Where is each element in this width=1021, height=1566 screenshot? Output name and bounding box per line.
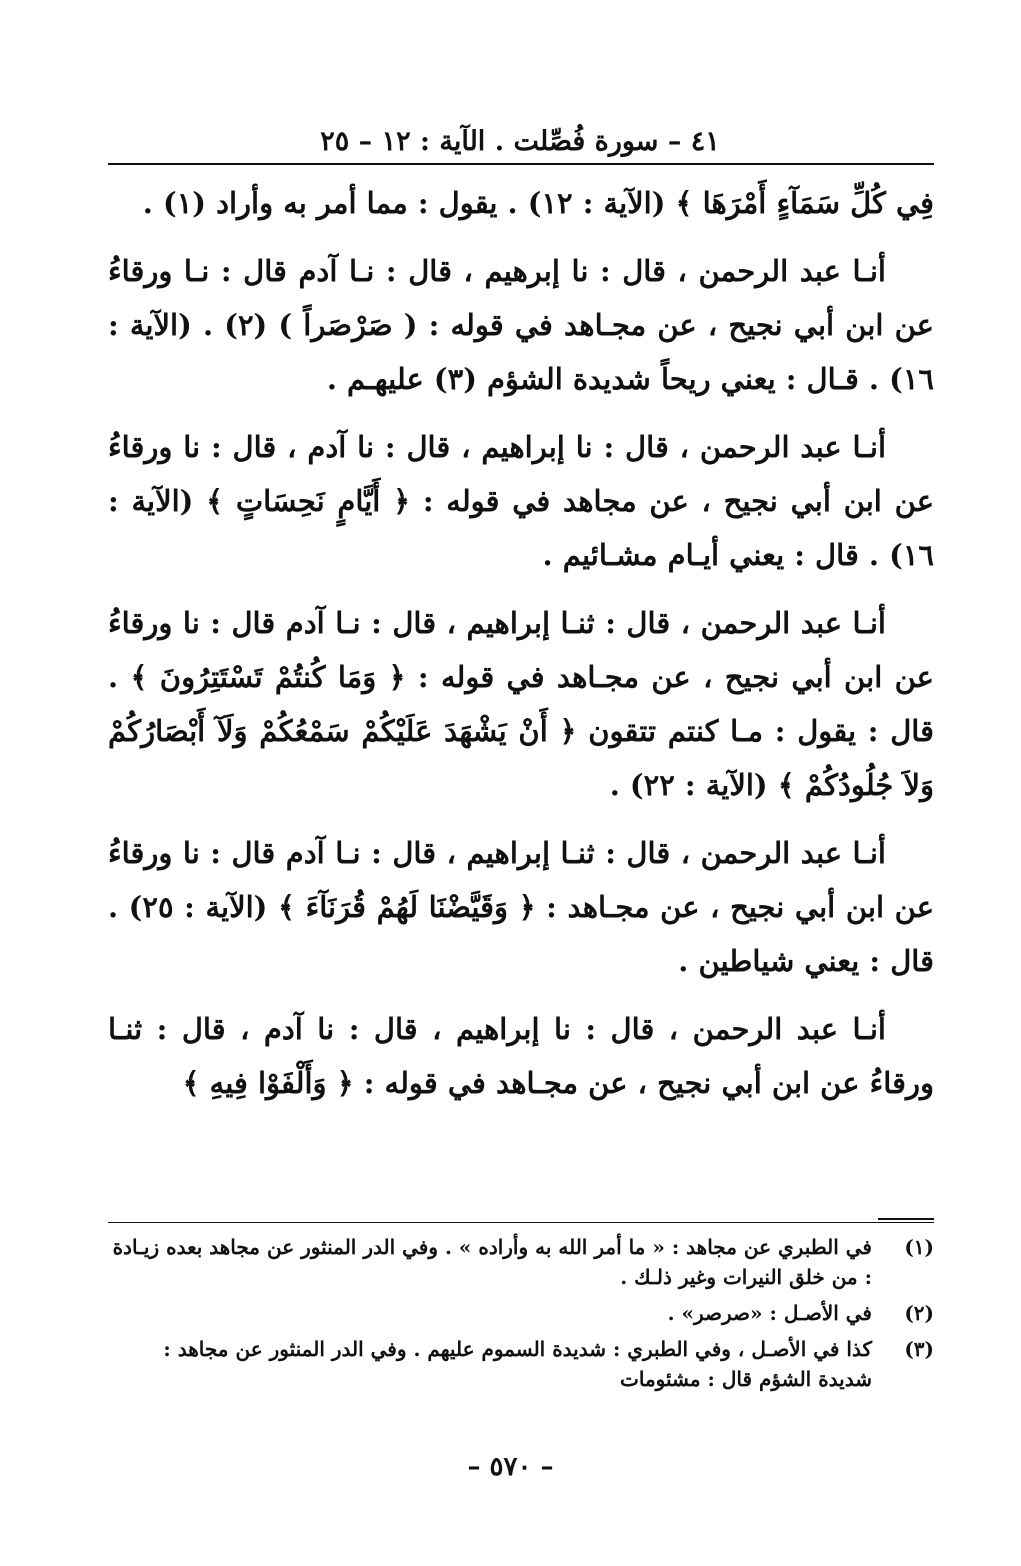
paragraph: فِي كُلِّ سَمَآءٍ أَمْرَهَا ﴾ (الآية : ١٢) . يقول : مما أمر به وأراد (١) . <box>142 186 934 220</box>
main-text <box>108 176 934 1124</box>
running-head: ٤١ – سورة فُصِّلت . الآية : ١٢ – ٢٥ <box>320 126 720 157</box>
footnote-number: (٢) <box>904 1301 934 1325</box>
paragraph: أنـا عبد الرحمن ، قال : نا إبراهيم ، قال : نا آدم ، قال : ثنـا ورقاءُ عن ابن أبي نجيح ، عن مجـاهد في قوله : ﴿ وَأَلْفَوْا فِيهِ ﴾ <box>108 1012 934 1100</box>
page-number: – ٥٧٠ – <box>467 1452 554 1482</box>
footnote-number: (١) <box>904 1235 934 1259</box>
footnote-separator <box>878 1218 934 1220</box>
paragraph: أنـا عبد الرحمن ، قال : نا إبراهيم ، قال : نا آدم ، قال : نا ورقاءُ عن ابن أبي نجيح ، عن مجاهد في قوله : ﴿ أَيَّامٍ نَحِسَاتٍ ﴾ (الآية : ١٦) . قال : يعني أيـام مشـائيم . <box>108 430 934 572</box>
footnote-1 <box>108 1232 934 1292</box>
footnote-text: كذا في الأصـل ، وفي الطبري : شديدة السموم عليهم . وفي الدر المنثور عن مجاهد : شديدة الشؤم قال : مشئومات <box>163 1337 872 1391</box>
paragraph: أنـا عبد الرحمن ، قال : نا إبرهيم ، قال : نـا آدم قال : نـا ورقاءُ عن ابن أبي نجيح ، عن مجـاهد في قوله : ( صَرْصَراً ) (٢) . (الآية : ١٦) . قـال : يعني ريحاً شديدة الشؤم (٣) عليهـم . <box>108 254 934 396</box>
footnote-text: في الطبري عن مجاهد : « ما أمر الله به وأراده » . وفي الدر المنثور عن مجاهد بعده زيـادة : من خلق النيرات وغير ذلـك . <box>112 1235 872 1289</box>
header-rule <box>108 163 934 165</box>
footnote-text: في الأصـل : «صرصر» . <box>667 1301 872 1325</box>
footnote-number: (٣) <box>904 1337 934 1361</box>
paragraph: أنـا عبد الرحمن ، قال : ثنـا إبراهيم ، قال : نـا آدم قال : نا ورقاءُ عن ابن أبي نجيح ، عن مجـاهد : ﴿ وَقَيَّضْنَا لَهُمْ قُرَنَآءَ ﴾ (الآية : ٢٥) . قال : يعني شياطين . <box>108 836 934 978</box>
footnote-2 <box>108 1298 934 1328</box>
paragraph: أنـا عبد الرحمن ، قال : ثنـا إبراهيم ، قال : نـا آدم قال : نا ورقاءُ عن ابن أبي نجيح ، عن مجـاهد في قوله : ﴿ وَمَا كُنتُمْ تَسْتَتِرُونَ ﴾ . قال : يقول : مـا كنتم تتقون ﴿ أَنْ يَشْهَدَ عَلَيْكُمْ سَمْعُكُمْ وَلَآ أَبْصَارُكُمْ وَلاَ جُلُودُكُمْ ﴾ (الآية : ٢٢) . <box>108 606 934 802</box>
footnote-3 <box>108 1334 934 1394</box>
footnotes <box>108 1232 934 1400</box>
footnote-rule <box>108 1222 934 1223</box>
